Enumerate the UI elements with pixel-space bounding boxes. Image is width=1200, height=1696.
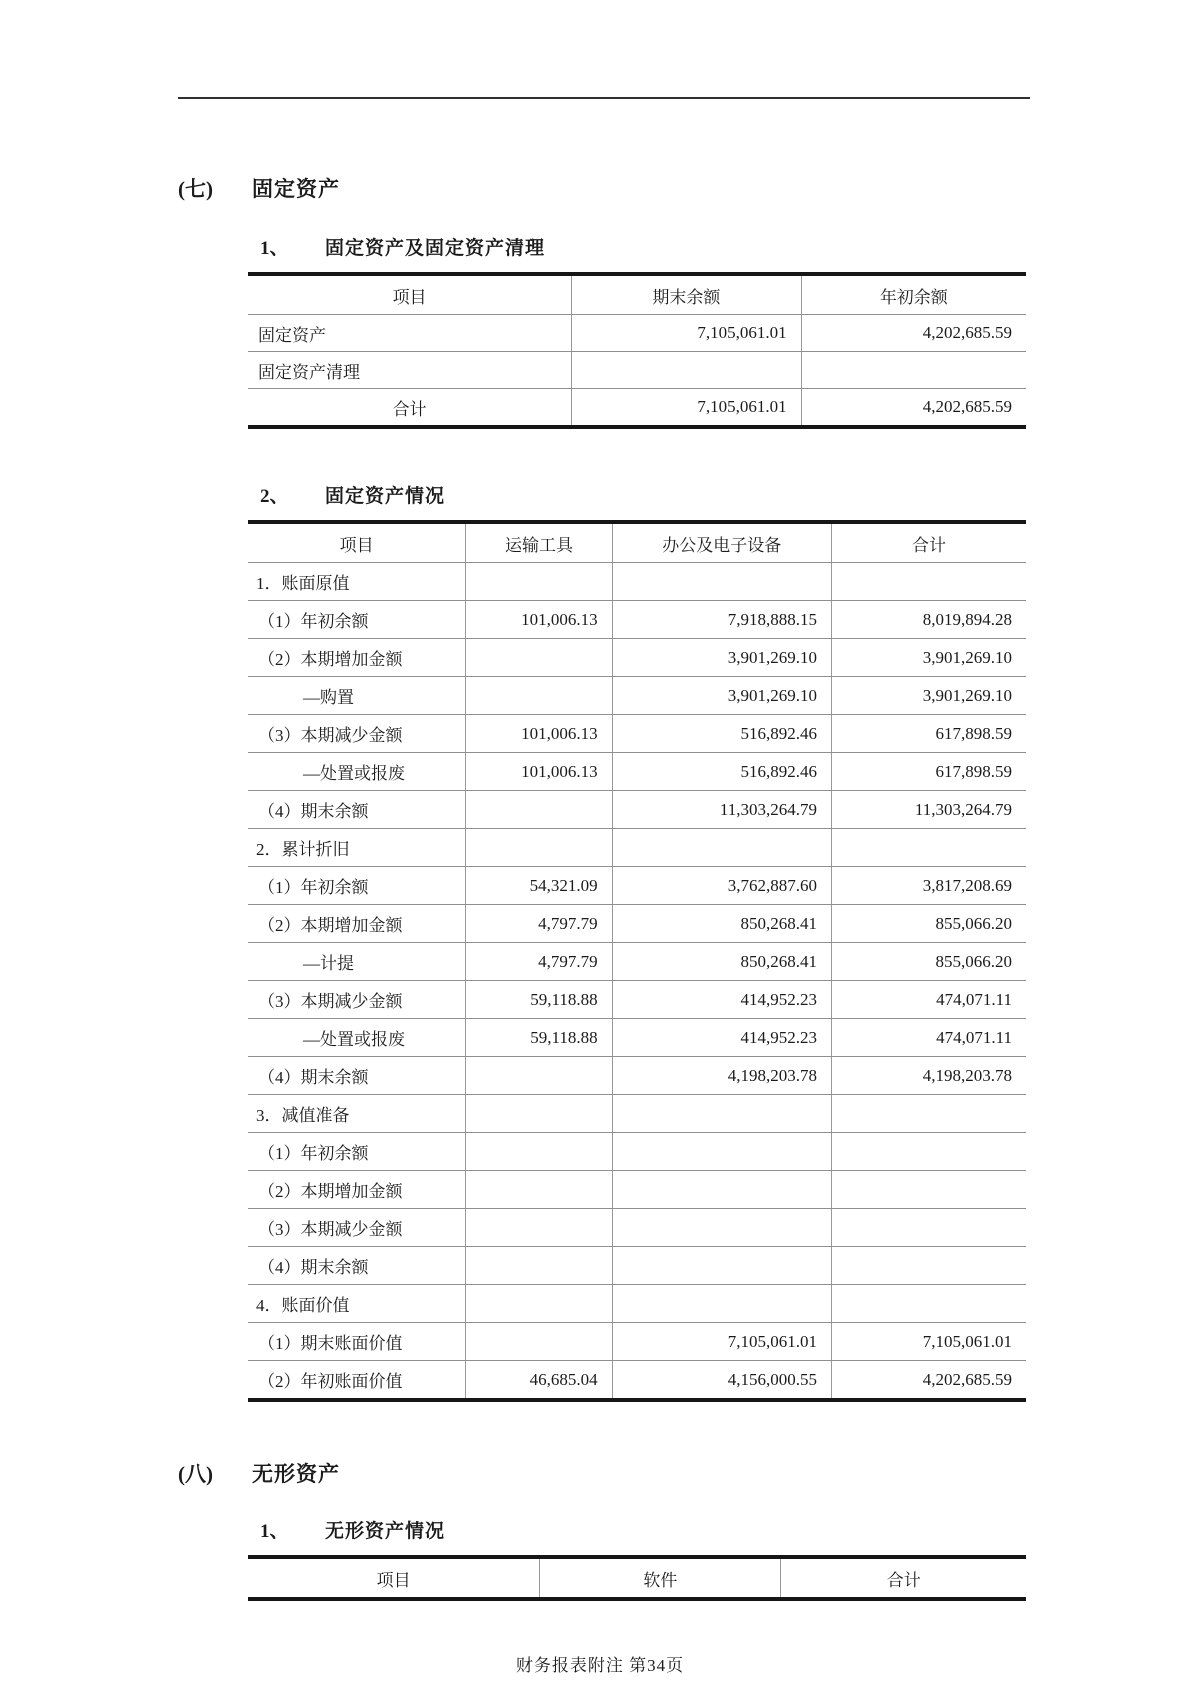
cell-value: 3,901,269.10 — [612, 639, 831, 677]
table-row — [248, 1361, 1026, 1401]
cell-value — [466, 791, 612, 829]
cell-value: 474,071.11 — [831, 981, 1026, 1019]
cell-value: 474,071.11 — [831, 1019, 1026, 1057]
cell-value: 7,105,061.01 — [612, 1323, 831, 1361]
cell-value — [466, 1247, 612, 1285]
table-row — [248, 1133, 1026, 1171]
row-label: （1）期末账面价值 — [248, 1323, 466, 1361]
row-label: 1．账面原值 — [248, 563, 466, 601]
row-label: 合计 — [248, 389, 572, 428]
cell-value — [831, 563, 1026, 601]
cell-value: 101,006.13 — [466, 601, 612, 639]
cell-value: 3,901,269.10 — [612, 677, 831, 715]
cell-value: 7,918,888.15 — [612, 601, 831, 639]
cell-value: 617,898.59 — [831, 753, 1026, 791]
section-8-number: (八) — [178, 1462, 213, 1486]
cell-value — [466, 1057, 612, 1095]
cell-value — [612, 1209, 831, 1247]
cell-value — [831, 1209, 1026, 1247]
column-header: 合计 — [831, 522, 1026, 563]
cell-value: 3,762,887.60 — [612, 867, 831, 905]
cell-value — [831, 1285, 1026, 1323]
intangible-assets-table — [248, 1555, 1026, 1601]
cell-value: 4,198,203.78 — [612, 1057, 831, 1095]
section-8-sub-1-heading — [260, 1516, 1200, 1543]
table-row — [248, 352, 1026, 389]
sub-1-number: 1、 — [260, 238, 289, 259]
table-row — [248, 1209, 1026, 1247]
cell-value: 855,066.20 — [831, 943, 1026, 981]
cell-value — [466, 639, 612, 677]
cell-value — [572, 352, 802, 389]
cell-value: 11,303,264.79 — [831, 791, 1026, 829]
cell-value: 101,006.13 — [466, 715, 612, 753]
row-label: （2）本期增加金额 — [248, 905, 466, 943]
cell-value: 7,105,061.01 — [572, 315, 802, 352]
table-row — [248, 639, 1026, 677]
row-label: —计提 — [248, 943, 466, 981]
cell-value — [612, 829, 831, 867]
cell-value — [466, 1285, 612, 1323]
column-header: 年初余额 — [801, 274, 1026, 315]
cell-value — [612, 1171, 831, 1209]
cell-value: 54,321.09 — [466, 867, 612, 905]
cell-value — [612, 1095, 831, 1133]
section-8-heading — [178, 1458, 1200, 1488]
table-row — [248, 1285, 1026, 1323]
table-row — [248, 563, 1026, 601]
row-label: —购置 — [248, 677, 466, 715]
table-row — [248, 943, 1026, 981]
table-row — [248, 1323, 1026, 1361]
cell-value: 850,268.41 — [612, 905, 831, 943]
section-8-title: 无形资产 — [252, 1462, 340, 1486]
row-label: 4．账面价值 — [248, 1285, 466, 1323]
sub-2-number: 2、 — [260, 486, 289, 507]
cell-value: 516,892.46 — [612, 715, 831, 753]
section-7-heading — [178, 173, 1200, 203]
column-header: 项目 — [248, 522, 466, 563]
cell-value — [466, 1095, 612, 1133]
cell-value: 414,952.23 — [612, 1019, 831, 1057]
column-header: 项目 — [248, 1557, 540, 1599]
cell-value: 46,685.04 — [466, 1361, 612, 1401]
table-row — [248, 1247, 1026, 1285]
cell-value: 3,901,269.10 — [831, 677, 1026, 715]
fixed-assets-summary-table — [248, 272, 1026, 429]
sub-2-title: 固定资产情况 — [325, 486, 446, 507]
column-header: 项目 — [248, 274, 572, 315]
cell-value: 101,006.13 — [466, 753, 612, 791]
sub-3-title: 无形资产情况 — [325, 1521, 446, 1542]
table-row — [248, 981, 1026, 1019]
table-row — [248, 389, 1026, 428]
section-7-sub-2-heading — [260, 481, 1200, 508]
cell-value — [466, 1323, 612, 1361]
row-label: —处置或报废 — [248, 753, 466, 791]
table-row — [248, 1057, 1026, 1095]
table-row — [248, 1019, 1026, 1057]
row-label: 3．减值准备 — [248, 1095, 466, 1133]
cell-value: 516,892.46 — [612, 753, 831, 791]
cell-value — [831, 1171, 1026, 1209]
table-row — [248, 905, 1026, 943]
table-header-row — [248, 274, 1026, 315]
cell-value: 59,118.88 — [466, 1019, 612, 1057]
column-header: 软件 — [540, 1557, 781, 1599]
column-header: 合计 — [781, 1557, 1026, 1599]
cell-value: 4,202,685.59 — [831, 1361, 1026, 1401]
cell-value — [466, 829, 612, 867]
section-7-sub-1-heading — [260, 233, 1200, 260]
cell-value: 4,202,685.59 — [801, 389, 1026, 428]
sub-3-number: 1、 — [260, 1521, 289, 1542]
table-row — [248, 753, 1026, 791]
table-row — [248, 677, 1026, 715]
cell-value: 4,198,203.78 — [831, 1057, 1026, 1095]
cell-value: 3,901,269.10 — [831, 639, 1026, 677]
cell-value — [831, 1247, 1026, 1285]
cell-value: 3,817,208.69 — [831, 867, 1026, 905]
header-rule — [178, 97, 1030, 99]
cell-value — [612, 563, 831, 601]
table-header-row — [248, 522, 1026, 563]
row-label: 固定资产清理 — [248, 352, 572, 389]
sub-1-title: 固定资产及固定资产清理 — [325, 238, 546, 259]
cell-value: 4,797.79 — [466, 943, 612, 981]
cell-value: 8,019,894.28 — [831, 601, 1026, 639]
cell-value: 11,303,264.79 — [612, 791, 831, 829]
table-row — [248, 791, 1026, 829]
section-7-number: (七) — [178, 177, 213, 201]
cell-value — [831, 829, 1026, 867]
row-label: 2．累计折旧 — [248, 829, 466, 867]
cell-value — [801, 352, 1026, 389]
row-label: （1）年初余额 — [248, 867, 466, 905]
row-label: （4）期末余额 — [248, 1247, 466, 1285]
cell-value: 617,898.59 — [831, 715, 1026, 753]
table-row — [248, 1095, 1026, 1133]
cell-value: 850,268.41 — [612, 943, 831, 981]
row-label: （4）期末余额 — [248, 1057, 466, 1095]
cell-value — [612, 1285, 831, 1323]
cell-value — [466, 563, 612, 601]
row-label: （3）本期减少金额 — [248, 1209, 466, 1247]
row-label: （2）本期增加金额 — [248, 639, 466, 677]
cell-value: 4,202,685.59 — [801, 315, 1026, 352]
table-row — [248, 867, 1026, 905]
row-label: （3）本期减少金额 — [248, 981, 466, 1019]
column-header: 办公及电子设备 — [612, 522, 831, 563]
cell-value — [831, 1133, 1026, 1171]
row-label: （2）年初账面价值 — [248, 1361, 466, 1401]
cell-value: 4,156,000.55 — [612, 1361, 831, 1401]
cell-value — [612, 1247, 831, 1285]
cell-value: 7,105,061.01 — [831, 1323, 1026, 1361]
cell-value — [612, 1133, 831, 1171]
fixed-assets-detail-table — [248, 520, 1026, 1402]
row-label: （1）年初余额 — [248, 601, 466, 639]
cell-value: 855,066.20 — [831, 905, 1026, 943]
row-label: （2）本期增加金额 — [248, 1171, 466, 1209]
table-row — [248, 1171, 1026, 1209]
row-label: —处置或报废 — [248, 1019, 466, 1057]
cell-value: 4,797.79 — [466, 905, 612, 943]
cell-value — [466, 1133, 612, 1171]
row-label: 固定资产 — [248, 315, 572, 352]
row-label: （3）本期减少金额 — [248, 715, 466, 753]
table-row — [248, 829, 1026, 867]
cell-value: 7,105,061.01 — [572, 389, 802, 428]
column-header: 期末余额 — [572, 274, 802, 315]
cell-value — [466, 1209, 612, 1247]
cell-value — [466, 677, 612, 715]
row-label: （1）年初余额 — [248, 1133, 466, 1171]
section-7-title: 固定资产 — [252, 177, 340, 201]
cell-value — [831, 1095, 1026, 1133]
table-row — [248, 601, 1026, 639]
page-footer: 财务报表附注 第34页 — [515, 1656, 685, 1675]
table-row — [248, 315, 1026, 352]
table-row — [248, 715, 1026, 753]
table-header-row — [248, 1557, 1026, 1599]
row-label: （4）期末余额 — [248, 791, 466, 829]
cell-value — [466, 1171, 612, 1209]
cell-value: 59,118.88 — [466, 981, 612, 1019]
cell-value: 414,952.23 — [612, 981, 831, 1019]
column-header: 运输工具 — [466, 522, 612, 563]
